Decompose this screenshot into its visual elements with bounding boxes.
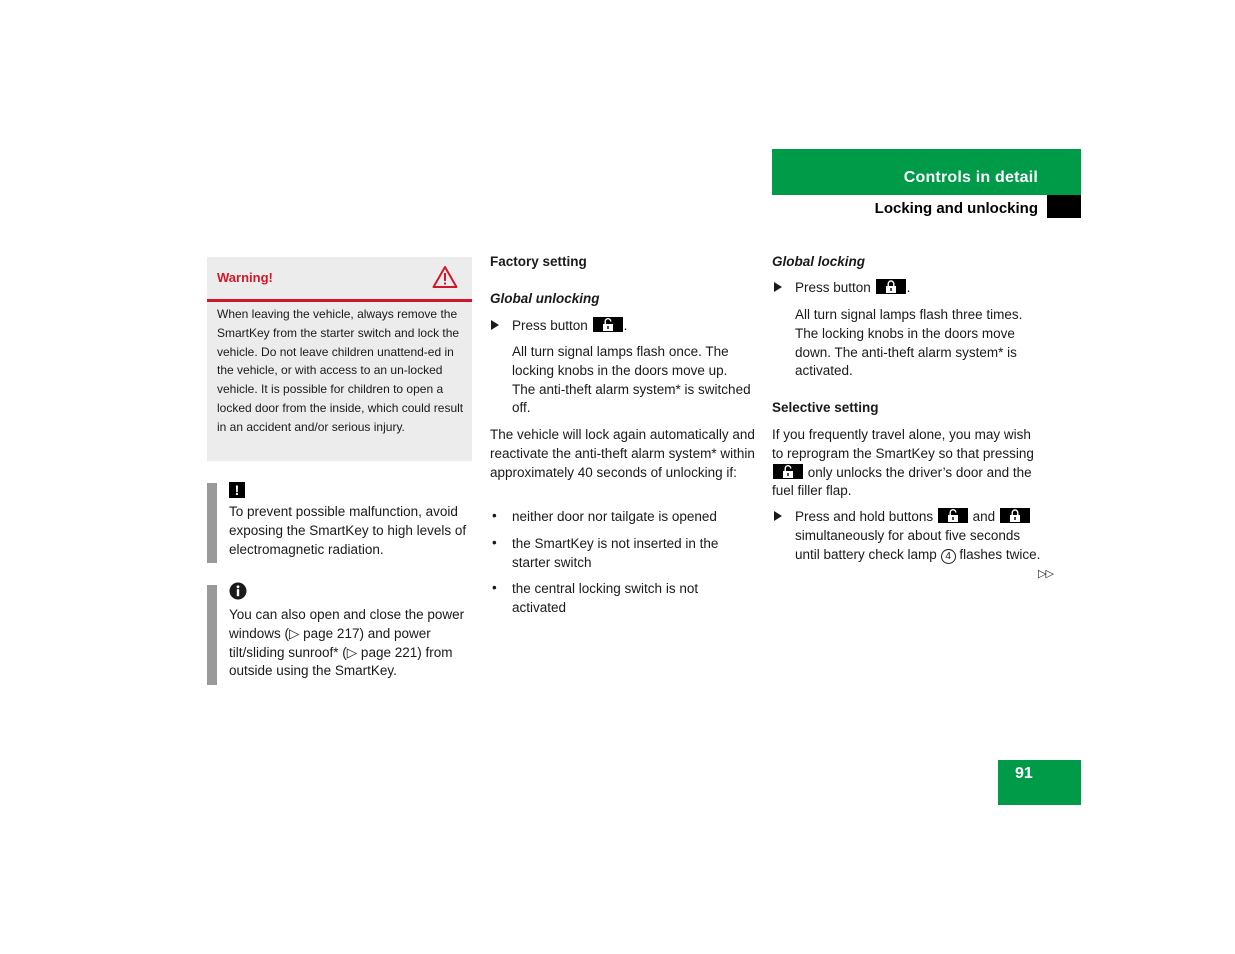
info-text: You can also open and close the power windows (▷ page 217) and power tilt/sliding sunroof* (▷ page 221) from outside using the SmartKey.: [229, 607, 465, 679]
selective-paragraph: [772, 426, 1042, 501]
info-side-bar: [207, 585, 217, 685]
paragraph-text: only unlocks the driver’s door and the fuel filler flap.: [772, 464, 1032, 499]
global-unlocking-heading: Global unlocking: [490, 291, 600, 306]
unlock-button-icon: [938, 508, 968, 523]
paragraph-text: If you frequently travel alone, you may wish to reprogram the SmartKey so that pressing: [772, 427, 1034, 461]
warning-label: Warning!: [217, 270, 273, 285]
warning-triangle-icon: [432, 265, 458, 289]
exclamation-icon: !: [229, 482, 245, 498]
page-number: 91: [1015, 765, 1033, 782]
info-icon: [229, 582, 247, 600]
note-text: To prevent possible malfunction, avoid exposing the SmartKey to high levels of electromagnetic radiation.: [229, 504, 467, 557]
bullet-icon: •: [492, 535, 497, 550]
step-text: Press and hold buttons: [795, 509, 934, 524]
bullet-icon: •: [492, 508, 497, 523]
step-suffix: .: [623, 318, 628, 333]
list-item: the SmartKey is not inserted in the starter switch: [512, 536, 719, 570]
unlock-button-icon: [593, 317, 623, 332]
step-arrow-icon: [774, 282, 782, 292]
step-arrow-icon: [774, 511, 782, 521]
bullet-icon: •: [492, 580, 497, 595]
auto-lock-paragraph: The vehicle will lock again automatically and reactivate the anti-theft alarm system* within approximately 40 seconds of unlocking if:: [490, 427, 755, 480]
step-arrow-icon: [491, 320, 499, 330]
warning-text: When leaving the vehicle, always remove the SmartKey from the starter switch and lock the vehicle. Do not leave children unattend-ed in the vehicle, or with access to an un-locked vehicle. It is possible for children to open a locked door from the inside, which could result in an accident and/or serious injury.: [217, 307, 464, 434]
battery-lamp-number: 4: [941, 549, 956, 564]
reprogram-step: [795, 508, 1045, 564]
subsection-title: Locking and unlocking: [874, 200, 1038, 217]
list-item: neither door nor tailgate is opened: [512, 509, 717, 524]
step-text: simultaneously for about five seconds until battery check lamp: [795, 527, 1021, 562]
step-suffix: .: [906, 280, 911, 295]
factory-setting-heading: Factory setting: [490, 254, 587, 269]
unlock-result-text: All turn signal lamps flash once. The locking knobs in the doors move up. The anti-theft alarm system* is switched off.: [512, 344, 751, 416]
unlock-button-icon: [773, 464, 803, 479]
step-text: and: [972, 509, 996, 524]
header-marker: [1047, 195, 1081, 218]
step-text: Press button: [512, 318, 588, 333]
unlock-step: [512, 317, 627, 336]
section-title: Controls in detail: [903, 169, 1038, 186]
page-number-box: [998, 760, 1081, 805]
global-locking-heading: Global locking: [772, 254, 866, 269]
lock-result-text: All turn signal lamps flash three times. The locking knobs in the doors move down. The anti-theft alarm system* is activated.: [795, 307, 1023, 379]
step-text: Press button: [795, 280, 871, 295]
note-side-bar: [207, 483, 217, 563]
lock-button-icon: [876, 279, 906, 294]
selective-setting-heading: Selective setting: [772, 400, 879, 415]
step-text: flashes twice.: [959, 546, 1041, 562]
lock-button-icon: [1000, 508, 1030, 523]
list-item: the central locking switch is not activated: [512, 581, 699, 615]
lock-step: [795, 279, 910, 298]
continued-icon: ▷▷: [1038, 568, 1053, 580]
